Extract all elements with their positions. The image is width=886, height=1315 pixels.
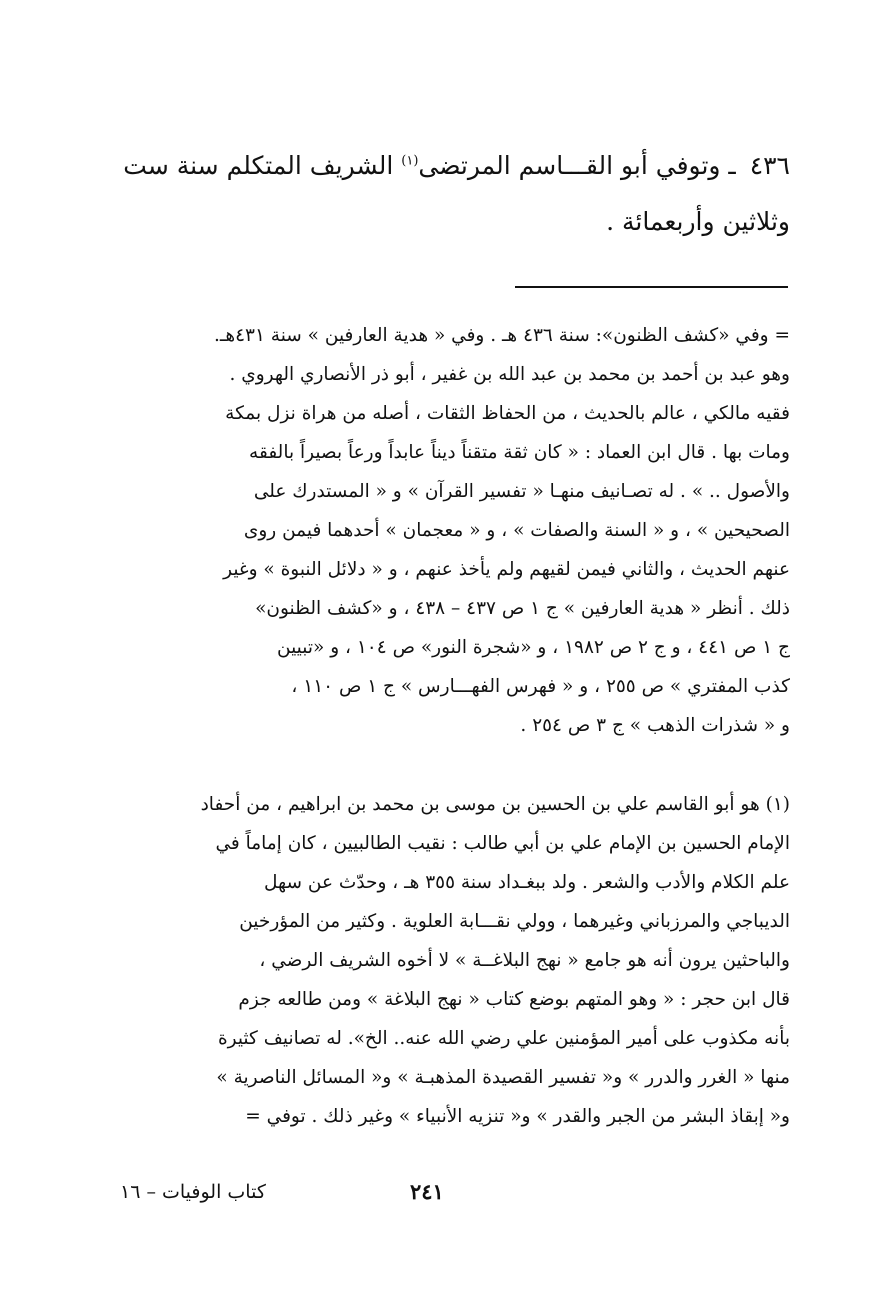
main-entry-line-1: [110, 138, 790, 194]
footnote-line: قال ابن حجر : « وهو المتهم بوضع كتاب « نهج البلاغة » ومن طالعه جزم: [238, 989, 790, 1010]
footnote-reference: (١): [401, 153, 419, 169]
footnote-line: (١) هو أبو القاسم علي بن الحسين بن موسى بن محمد بن ابراهيم ، من أحفاد: [200, 794, 790, 815]
footnote-line: منها « الغرر والدرر » و« تفسير القصيدة المذهبـة » و« المسائل الناصرية »: [216, 1067, 790, 1088]
footnote-line: الإمام الحسين بن الإمام علي بن أبي طالب : نقيب الطالبيين ، كان إماماً في: [215, 833, 790, 854]
page-number: ٢٤١: [410, 1179, 444, 1204]
footnote-line: = وفي «كشف الظنون»: سنة ٤٣٦ هـ . وفي « هدية العارفين » سنة ٤٣١هـ.: [214, 325, 790, 346]
main-entry-line-2: وثلاثين وأربعمائة .: [606, 207, 790, 236]
footnote-line: الديباجي والمرزباني وغيرهما ، وولي نقـــابة العلوية . وكثير من المؤرخين: [239, 911, 790, 932]
footnote-line: وهو عبد بن أحمد بن محمد بن عبد الله بن غفير ، أبو ذر الأنصاري الهروي .: [229, 364, 790, 385]
footnote-line: والباحثين يرون أنه هو جامع « نهج البلاغــة » لا أخوه الشريف الرضي ،: [259, 950, 790, 971]
main-entry: [110, 138, 790, 250]
main-entry-text-end: الشريف المتكلم سنة ست: [123, 151, 394, 180]
footnote-line: الصحيحين » ، و « السنة والصفات » ، و « معجمان » أحدهما فيمن روى: [243, 520, 790, 541]
footnote-line: ومات بها . قال ابن العماد : « كان ثقة متقناً ديناً عابداً ورعاً بصيراً بالفقه: [249, 442, 790, 463]
footnote-line: ج ١ ص ٤٤١ ، و ج ٢ ص ١٩٨٢ ، و «شجرة النور» ص ١٠٤ ، و «تبيين: [277, 637, 790, 658]
page-footer: [110, 1175, 790, 1215]
main-entry-text-start: ـ وتوفي أبو القـــاسم المرتضى: [418, 151, 736, 180]
footnote-line: و « شذرات الذهب » ج ٣ ص ٢٥٤ .: [520, 715, 790, 736]
entry-number: ٤٣٦: [749, 151, 790, 180]
footnote-1: [110, 785, 790, 1136]
book-title-footer: كتاب الوفيات – ١٦: [120, 1181, 266, 1203]
footnote-line: ذلك . أنظر « هدية العارفين » ج ١ ص ٤٣٧ – ٤٣٨ ، و «كشف الظنون»: [255, 598, 790, 619]
footnote-line: عنهم الحديث ، والثاني فيمن لقيهم ولم يأخذ عنهم ، و « دلائل النبوة » وغير: [223, 559, 790, 580]
footnote-line: بأنه مكذوب على أمير المؤمنين علي رضي الله عنه.. الخ». له تصانيف كثيرة: [217, 1028, 790, 1049]
footnote-line: كذب المفتري » ص ٢٥٥ ، و « فهرس الفهـــارس » ج ١ ص ١١٠ ،: [291, 676, 790, 697]
footnote-line: علم الكلام والأدب والشعر . ولد ببغـداد سنة ٣٥٥ هـ ، وحدّث عن سهل: [264, 872, 790, 893]
footnote-line: و« إبقاذ البشر من الجبر والقدر » و« تنزيه الأنبياء » وغير ذلك . توفي =: [245, 1106, 790, 1127]
footnote-continuation: [110, 316, 790, 745]
footnote-line: فقيه مالكي ، عالم بالحديث ، من الحفاظ الثقات ، أصله من هراة نزل بمكة: [225, 403, 790, 424]
footnote-divider: [515, 286, 788, 288]
footnote-line: والأصول .. » . له تصـانيف منهـا « تفسير القرآن » و « المستدرك على: [253, 481, 790, 502]
